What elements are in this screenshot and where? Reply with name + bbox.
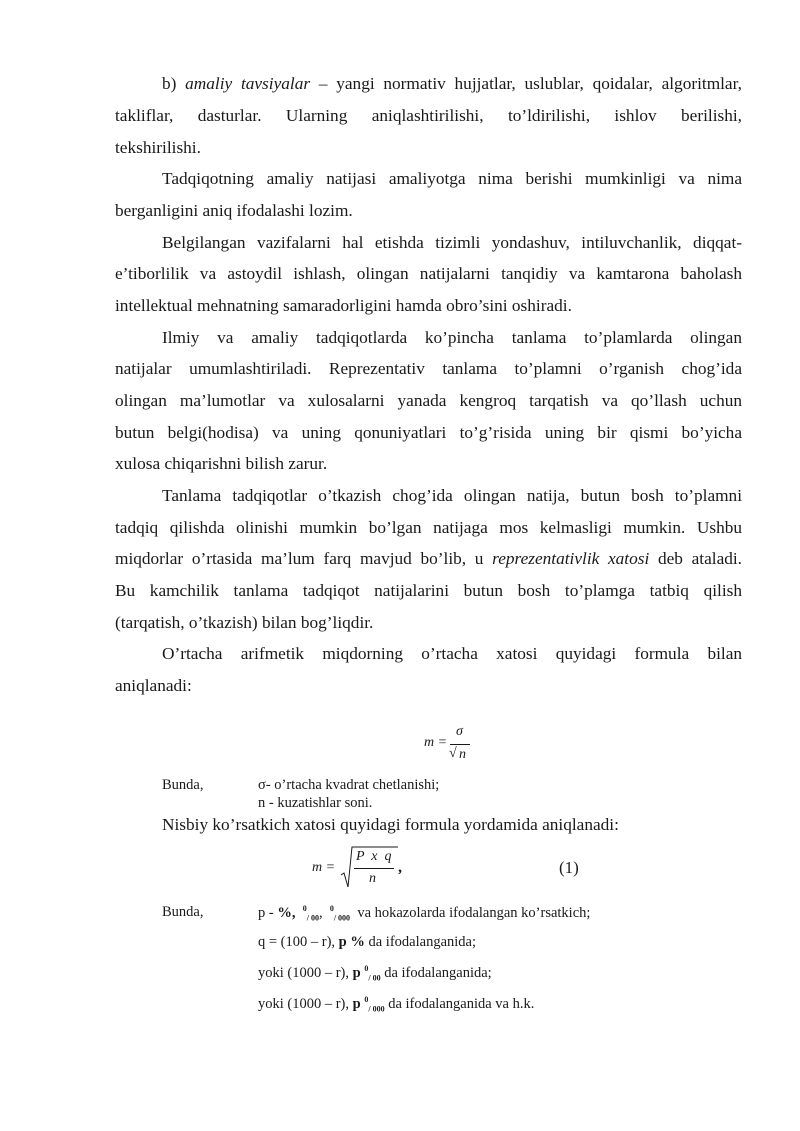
paragraph-5-line-1: Tanlama tadqiqotlar o’tkazish chog’ida olingan natija, butun bosh to’plamni [162, 486, 742, 505]
formula-2-denominator: n [369, 871, 376, 886]
paragraph-5-line-5: (tarqatish, o’tkazish) bilan bog’liqdir. [115, 613, 374, 632]
equation-number: (1) [559, 858, 579, 877]
definition-sigma: σ- o’rtacha kvadrat chetlanishi; [258, 777, 440, 793]
list-marker: b) [162, 74, 186, 93]
paragraph-3-line-3: intellektual mehnatning samaradorligini hamda obro’sini oshiradi. [115, 296, 572, 315]
paragraph-4-line-2: natijalar umumlashtiriladi. Reprezentativ tanlama to’plamni o’rganish chog’ida [115, 359, 742, 378]
paragraph-7: Nisbiy ko’rsatkich xatosi quyidagi formula yordamida aniqlanadi: [162, 815, 619, 834]
paragraph-4-line-3: olingan ma’lumotlar va xulosalarni yanada kengroq tarqatish va qo’llash uchun [115, 391, 742, 410]
paragraph-4-line-5: xulosa chiqarishni bilish zarur. [115, 454, 328, 473]
paragraph-5-text: deb ataladi. [649, 549, 742, 568]
paragraph-1-line-3: tekshirilishi. [115, 138, 201, 157]
definition-n: n - kuzatishlar soni. [258, 795, 373, 811]
formula-2-lhs: m = [312, 860, 336, 875]
fraction-bar [354, 868, 394, 869]
formula-mean-error [424, 724, 484, 768]
paragraph-2-line-1: Tadqiqotning amaliy natijasi amaliyotga nima berishi mumkinligi va nima [162, 169, 742, 188]
paragraph-1-line-1 [162, 74, 742, 105]
paragraph-5-text: miqdorlar o’rtasida ma’lum farq mavjud bo’lib, u [115, 549, 493, 568]
paragraph-3-line-2: e’tiborlilik va astoydil ishlash, olingan natijalarni tanqidiy va kamtarona baholash [115, 264, 742, 283]
definition-q-percent: q = (100 – r), p % da ifodalanganida; [258, 934, 476, 950]
fraction-bar [450, 744, 470, 745]
paragraph-3-line-1: Belgilangan vazifalarni hal etishda tizimli yondashuv, intiluvchanlik, diqqat- [162, 233, 742, 252]
paragraph-4-line-1: Ilmiy va amaliy tadqiqotlarda ko’pincha tanlama to’plamlarda olingan [162, 328, 742, 347]
where-label: Bunda, [162, 904, 204, 920]
paragraph-6-line-1: O’rtacha arifmetik miqdorning o’rtacha xatosi quyidagi formula bilan [162, 644, 742, 663]
paragraph-2-line-2: berganligini aniq ifodalashi lozim. [115, 201, 353, 220]
paragraph-5-line-2: tadqiq qilishda olinishi mumkin bo’lgan natijaga mos kelmasligi mumkin. Ushbu [115, 518, 742, 537]
paragraph-1-line-2: takliflar, dasturlar. Ularning aniqlashtirilishi, to’ldirilishi, ishlov berilishi, [115, 106, 742, 125]
paragraph-1-text: – yangi normativ hujjatlar, uslublar, qoidalar, algoritmlar, [310, 74, 742, 93]
formula-relative-error [312, 845, 412, 891]
where-label: Bunda, [162, 777, 204, 793]
formula-1-denominator: n [459, 747, 466, 762]
paragraph-5-line-3 [115, 549, 742, 580]
definition-q-prodecimille: yoki (1000 – r), p $^0_{/ 000}$ da ifodalanganida va h.k. [258, 995, 535, 1014]
formula-1-lhs: m = [424, 735, 448, 750]
sqrt-symbol: √ [449, 746, 457, 761]
paragraph-4-line-4: butun belgi(hodisa) va uning qonuniyatlari to’g’risida uning bir qismi bo’yicha [115, 423, 742, 442]
definition-p: p - %, $^0_{/ 00}$, $^0_{/ 000}$ va hokazolarda ifodalangan ko’rsatkich; [258, 904, 591, 923]
definition-q-permille: yoki (1000 – r), p $^0_{/ 00}$ da ifodalanganida; [258, 964, 492, 983]
term-amaliy-tavsiyalar: amaliy tavsiyalar [185, 74, 311, 93]
paragraph-6-line-2: aniqlanadi: [115, 676, 192, 695]
term-reprezentativlik-xatosi: reprezentativlik xatosi [492, 549, 650, 568]
formula-2-numerator: P x q [356, 849, 392, 864]
paragraph-5-line-4: Bu kamchilik tanlama tadqiqot natijalarini butun bosh to’plamga tatbiq qilish [115, 581, 742, 600]
formula-2-comma: , [398, 859, 402, 876]
formula-1-numerator: σ [456, 724, 463, 739]
